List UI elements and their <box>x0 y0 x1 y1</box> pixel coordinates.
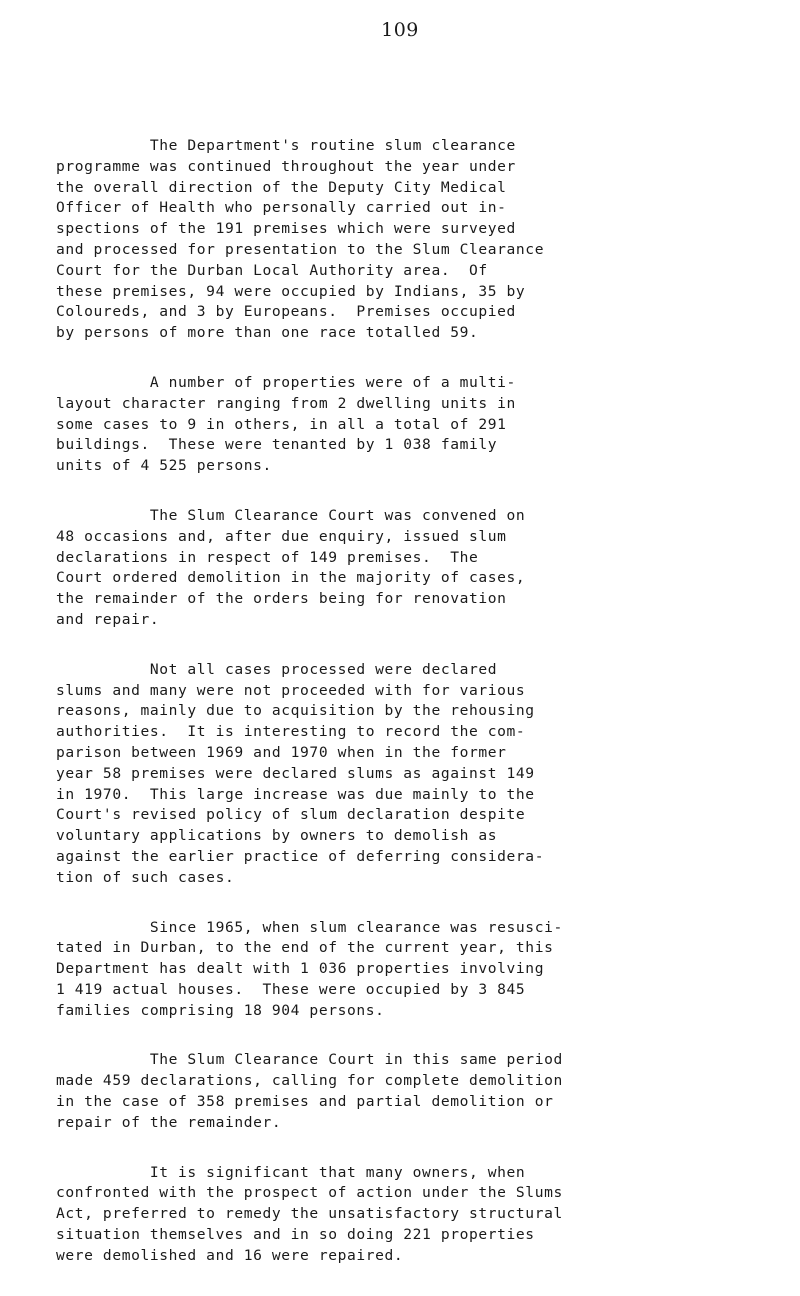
text-line: The Slum Clearance Court was convened on <box>56 506 526 524</box>
paragraph-since-1965 <box>56 918 776 1022</box>
text-line: some cases to 9 in others, in all a total of 291 <box>56 415 507 433</box>
text-line: against the earlier practice of deferring considera- <box>56 847 545 865</box>
paragraph-court-convened <box>56 506 776 631</box>
text-line: voluntary applications by owners to demolish as <box>56 827 498 845</box>
text-line: slums and many were not proceeded with for various <box>56 681 526 699</box>
text-line: It is significant that many owners, when <box>56 1163 526 1181</box>
text-line: Court's revised policy of slum declaration despite <box>56 806 526 824</box>
text-line: tated in Durban, to the end of the current year, this <box>56 939 554 957</box>
text-line: these premises, 94 were occupied by Indians, 35 by <box>56 282 526 300</box>
text-line: by persons of more than one race totalled 59. <box>56 324 479 342</box>
text-line: authorities. It is interesting to record the com- <box>56 723 526 741</box>
page-number: 109 <box>381 19 419 41</box>
text-line: Department has dealt with 1 036 properties involving <box>56 960 545 978</box>
text-line: Since 1965, when slum clearance was resusci- <box>56 918 563 936</box>
paragraph-routine-clearance <box>56 136 776 344</box>
text-line: situation themselves and in so doing 221 properties <box>56 1226 535 1244</box>
text-line: Not all cases processed were declared <box>56 660 498 678</box>
text-line: The Department's routine slum clearance <box>56 137 516 154</box>
text-line: the overall direction of the Deputy City Medical <box>56 178 507 196</box>
text-line: and repair. <box>56 610 160 628</box>
text-line: Act, preferred to remedy the unsatisfactory structural <box>56 1205 563 1223</box>
text-line: tion of such cases. <box>56 868 235 886</box>
text-line: units of 4 525 persons. <box>56 457 272 475</box>
paragraph-declarations <box>56 1050 776 1133</box>
text-line: A number of properties were of a multi- <box>56 373 516 391</box>
text-line: Officer of Health who personally carried out in- <box>56 199 507 217</box>
paragraph-owners-remedy <box>56 1163 776 1267</box>
text-line: in the case of 358 premises and partial demolition or <box>56 1093 554 1111</box>
paragraph-comparison <box>56 660 776 889</box>
document-body <box>56 136 776 1296</box>
text-line: parison between 1969 and 1970 when in the former <box>56 743 507 761</box>
text-line: 1 419 actual houses. These were occupied by 3 845 <box>56 980 526 998</box>
text-line: programme was continued throughout the year under <box>56 157 516 175</box>
text-line: declarations in respect of 149 premises. The <box>56 548 479 566</box>
text-line: buildings. These were tenanted by 1 038 family <box>56 436 498 454</box>
text-line: made 459 declarations, calling for complete demolition <box>56 1072 563 1090</box>
text-line: year 58 premises were declared slums as against 149 <box>56 764 535 782</box>
text-line: Coloureds, and 3 by Europeans. Premises occupied <box>56 303 516 321</box>
text-line: confronted with the prospect of action under the Slums <box>56 1184 563 1202</box>
text-line: layout character ranging from 2 dwelling units in <box>56 394 516 412</box>
text-line: in 1970. This large increase was due mainly to the <box>56 785 535 803</box>
text-line: the remainder of the orders being for renovation <box>56 590 507 608</box>
text-line: spections of the 191 premises which were surveyed <box>56 220 516 238</box>
text-line: and processed for presentation to the Slum Clearance <box>56 240 545 258</box>
text-line: The Slum Clearance Court in this same period <box>56 1051 563 1069</box>
text-line: 48 occasions and, after due enquiry, issued slum <box>56 527 507 545</box>
text-line: families comprising 18 904 persons. <box>56 1001 385 1019</box>
text-line: Court ordered demolition in the majority of cases, <box>56 569 526 587</box>
paragraph-multi-layout <box>56 373 776 477</box>
text-line: were demolished and 16 were repaired. <box>56 1246 404 1264</box>
text-line: repair of the remainder. <box>56 1113 282 1131</box>
text-line: reasons, mainly due to acquisition by the rehousing <box>56 702 535 720</box>
text-line: Court for the Durban Local Authority area. Of <box>56 261 488 279</box>
